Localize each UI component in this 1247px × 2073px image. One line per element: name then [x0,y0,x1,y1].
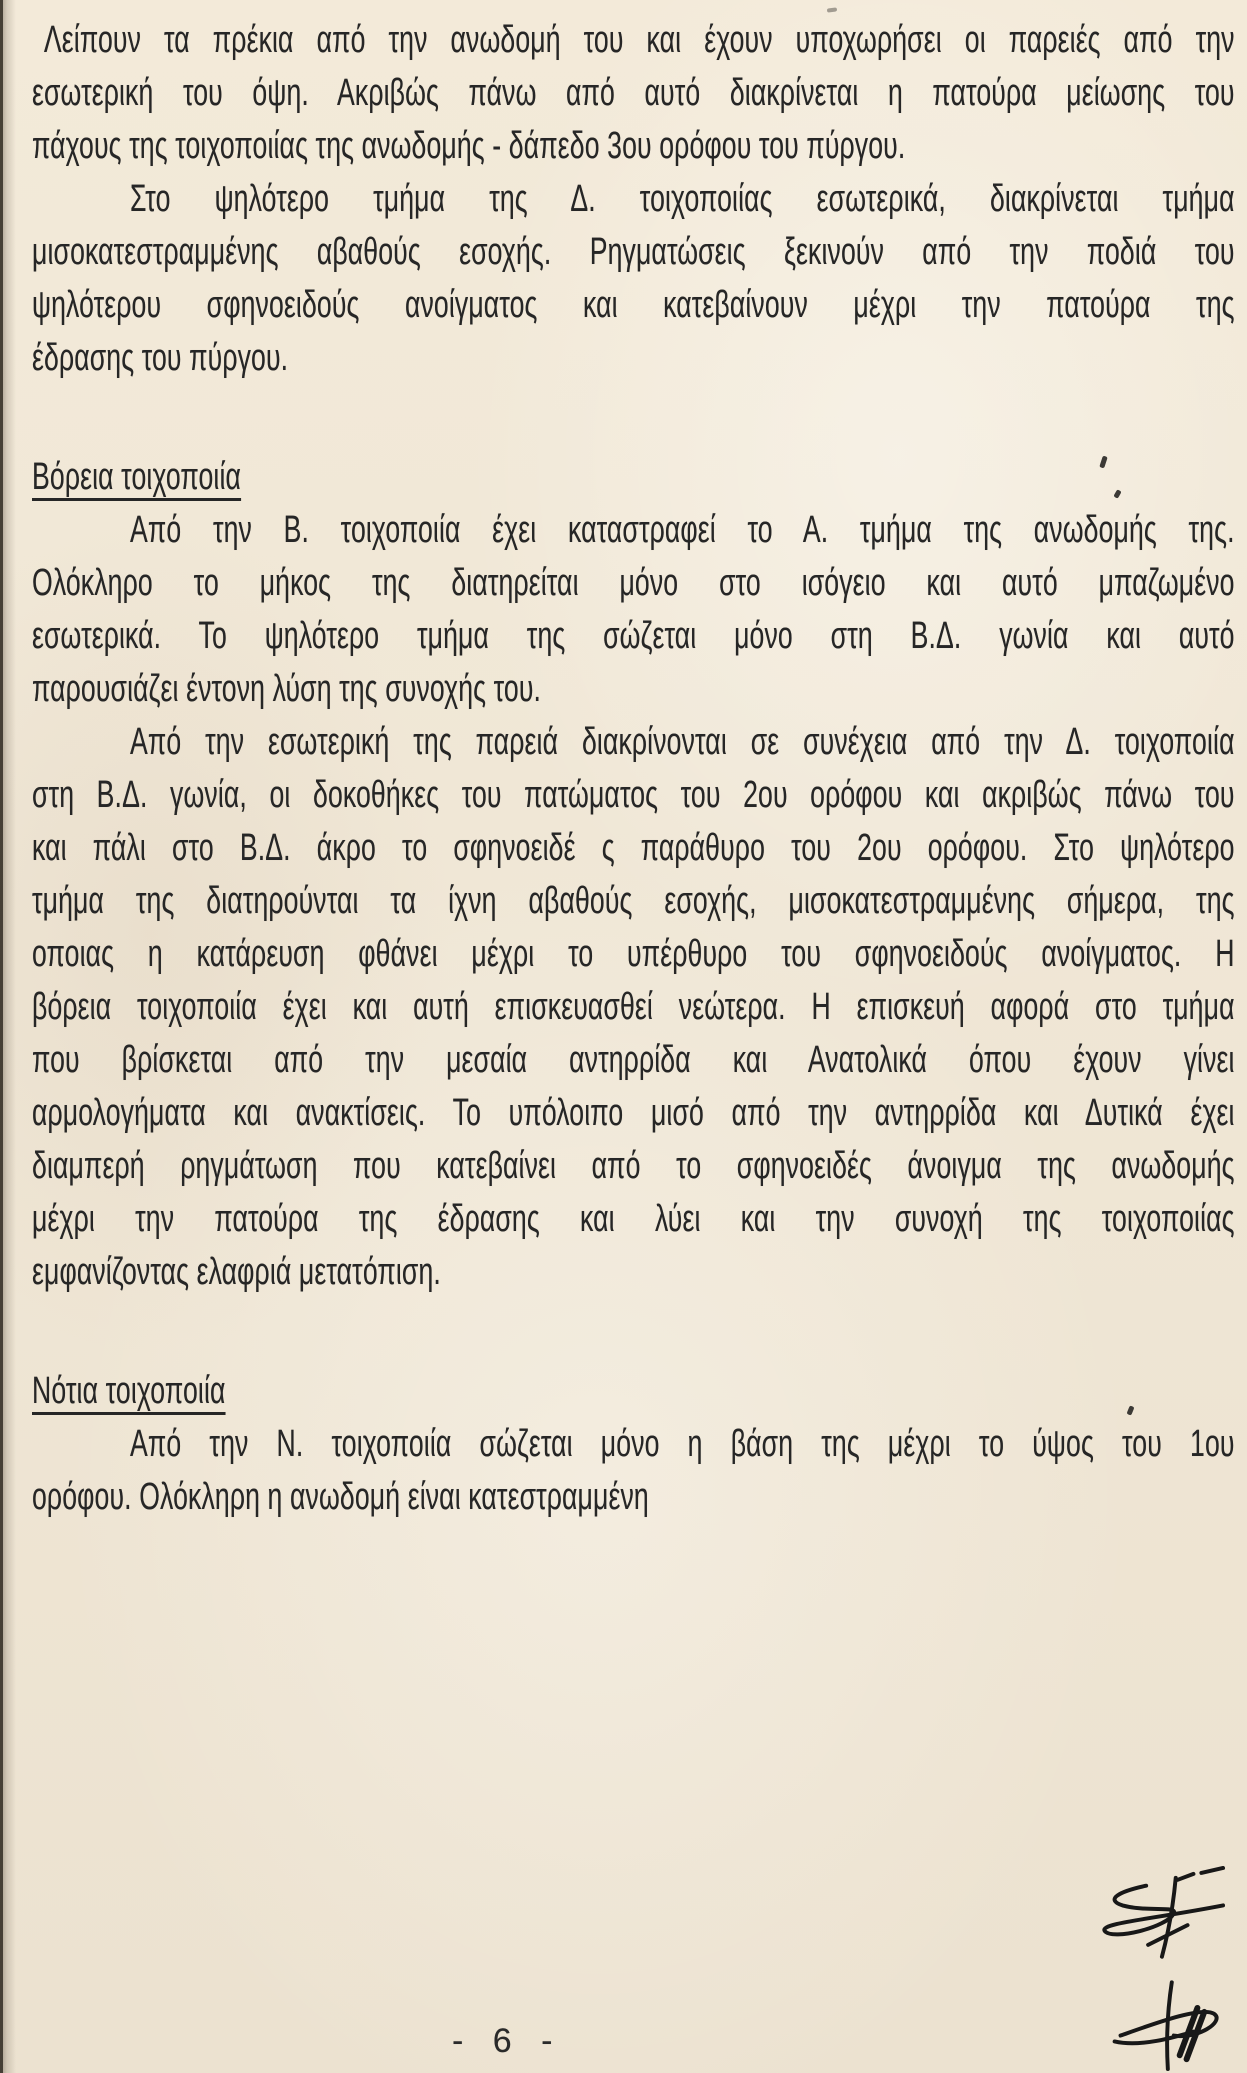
text-line: ορόφου. Ολόκληρη η ανωδομή είναι κατεστραμμένη [32,1476,649,1518]
ink-speck [827,7,837,12]
page-number: - 6 - [452,2022,563,2060]
text-line: Ολόκληρο το μήκος της διατηρείται μόνο στο ισόγειο και αυτό μπαζωμένο [32,562,1235,604]
text-line: Λείπουν τα πρέκια από την ανωδομή του και έχουν υποχωρήσει οι παρειές από την [43,19,1235,61]
text-line: πάχους της τοιχοποιίας της ανωδομής - δάπεδο 3ου ορόφου του πύργου. [32,125,906,167]
paragraph [32,1418,1235,1524]
text-line: τμήμα της διατηρούνται τα ίχνη αβαθούς εσοχής, μισοκατεστραμμένης σήμερα, της [32,880,1235,922]
section-heading-text: Βόρεια τοιχοποιία [32,456,242,498]
text-line: Στο ψηλότερο τμήμα της Δ. τοιχοποιίας εσωτερικά, διακρίνεται τμήμα [130,178,1235,220]
paragraph [32,14,1235,173]
scan-edge-shadow [0,0,16,2073]
section-heading [32,451,1235,504]
text-line: παρουσιάζει έντονη λύση της συνοχής του. [32,668,542,710]
section-heading [32,1365,1235,1418]
text-line: μέχρι την πατούρα της έδρασης και λύει και την συνοχή της τοιχοποιίας [32,1198,1235,1240]
handwritten-signature-icon [1082,1866,1232,2073]
text-line: εμφανίζοντας ελαφριά μετατόπιση. [32,1251,441,1293]
text-line: διαμπερή ρηγμάτωση που κατεβαίνει από το σφηνοειδές άνοιγμα της ανωδομής [32,1145,1235,1187]
text-line: στη Β.Δ. γωνία, οι δοκοθήκες του πατώματος του 2ου ορόφου και ακριβώς πάνω του [32,774,1235,816]
paragraph [32,173,1235,385]
text-line: που βρίσκεται από την μεσαία αντηρρίδα και Ανατολικά όπου έχουν γίνει [32,1039,1235,1081]
text-line: ψηλότερου σφηνοειδούς ανοίγματος και κατεβαίνουν μέχρι την πατούρα της [32,284,1235,326]
text-line: αρμολογήματα και ανακτίσεις. Το υπόλοιπο μισό από την αντηρρίδα και Δυτικά έχει [32,1092,1235,1134]
text-line: Από την Ν. τοιχοποιία σώζεται μόνο η βάση της μέχρι το ύψος του 1ου [130,1423,1235,1465]
text-line: βόρεια τοιχοποιία έχει και αυτή επισκευασθεί νεώτερα. Η επισκευή αφορά στο τμήμα [32,986,1235,1028]
text-line: Από την Β. τοιχοποιία έχει καταστραφεί το Α. τμήμα της ανωδομής της. [130,509,1235,551]
text-line: εσωτερικά. Το ψηλότερο τμήμα της σώζεται μόνο στη Β.Δ. γωνία και αυτό [32,615,1235,657]
paragraph [32,716,1235,1299]
text-line: εσωτερική του όψη. Ακριβώς πάνω από αυτό διακρίνεται η πατούρα μείωσης του [32,72,1235,114]
document-blocks [32,14,1235,1524]
paragraph [32,504,1235,716]
text-line: Από την εσωτερική της παρειά διακρίνονται σε συνέχεια από την Δ. τοιχοποιία [130,721,1235,763]
text-line: μισοκατεστραμμένης αβαθούς εσοχής. Ρηγματώσεις ξεκινούν από την ποδιά του [32,231,1235,273]
text-line: οποιας η κατάρευση φθάνει μέχρι το υπέρθυρο του σφηνοειδούς ανοίγματος. Η [32,933,1235,975]
text-line: έδρασης του πύργου. [32,337,289,379]
section-heading-text: Νότια τοιχοποιία [32,1370,226,1412]
text-line: και πάλι στο Β.Δ. άκρο το σφηνοειδέ ς παράθυρο του 2ου ορόφου. Στο ψηλότερο [32,827,1235,869]
